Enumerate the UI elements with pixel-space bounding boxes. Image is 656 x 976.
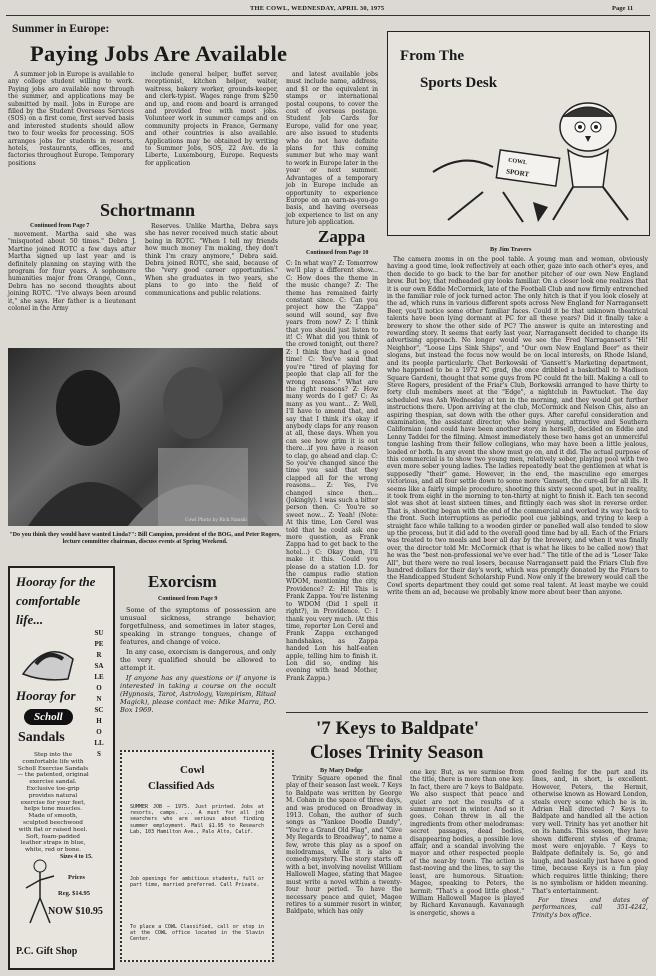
baldpate-col-3 bbox=[532, 769, 648, 970]
classified-ad-2: Job openings for ambitious students, full or part time, married preferred. Call Private. bbox=[130, 876, 264, 889]
classified-ad-3: To place a COWL Classified, call or stop in at the COWL office located in the Slavin Center. bbox=[130, 924, 264, 943]
scholl-head-2: comfortable bbox=[16, 593, 81, 608]
summer-kicker: Summer in Europe: bbox=[12, 23, 110, 35]
scholl-prices-label: Prices bbox=[68, 874, 85, 881]
scholl-now-price: NOW $10.95 bbox=[48, 906, 103, 917]
schortmann-col-1 bbox=[8, 231, 136, 347]
summer-col-2 bbox=[145, 71, 278, 199]
page-number: Page 11 bbox=[612, 5, 634, 12]
classified-ad-1: SUMMER JOB — 1975. Just printed. Jobs at resorts, camps. ... A must for all job searchers who are serious about finding summer employment. Mail $1.95 to Research Lab, 103 Hamilton Ave., Palo Alto, Calif. bbox=[130, 804, 264, 835]
schortmann-headline: Schortmann bbox=[100, 200, 196, 220]
masthead-title: THE COWL, WEDNESDAY, APRIL 30, 1975 bbox=[250, 5, 385, 12]
baldpate-byline: By Mary Dodge bbox=[320, 767, 363, 774]
scholl-head-3: life... bbox=[16, 612, 44, 627]
baldpate-headline-1: '7 Keys to Baldpate' bbox=[316, 718, 480, 739]
schortmann-text-2: Reserves. Unlike Martha, Debra says she has never received much static about being in ROTC. "When I tell my friends how much money I'm making, they don't think I'm crazy anymore," Debra said. Debra joined ROTC, she said, because of the "very good career opportunities." When she graduates in two years, she plans to go into the field of communications and public relations. bbox=[145, 223, 278, 297]
photo-caption: "Do you think they would have wanted Linda?": Bill Campion, president of the BOG, and Peter Rogers, lecture committee chairman, discuss events at Spring Weekend. bbox=[9, 532, 281, 546]
classified-title-2: Classified Ads bbox=[148, 780, 215, 792]
summer-text-3: and latest available jobs must include name, address, and $1 or the equivalent in stamps or international postal coupons, to cover the cost of overseas postage. Student Job Cards for Europe, valid for one year, are also issued to students who do not have definite plans for this coming summer but who may want to work in Europe later in the year or next summer. Advantages of a temporary job in Europe include an opportunity to experience Europe on an earn-as-you-go basis, and having overseas job experience to list on any future job application. bbox=[286, 71, 378, 227]
baldpate-text-3: good feeling for the part and its lines, and, in short, is excellent. However, Peters, the Hermit, otherwise known as Howard London, steals every scene which he is in. Adrian Hall directed 7 Keys to Baldpate and handled all the action very well. Trinity has yet another hit on its hands. This season, they have shown different styles of drama; most were enjoyable. 7 Keys to Baldpate definitely is. So, go and laugh, and basically just have a good time, because Keys is a fun play which requires little thinking; there is no symbolism or hidden meaning. That's entertainment. bbox=[532, 769, 648, 895]
sports-body bbox=[387, 256, 648, 706]
summer-text-2: include general helper, buffet server, receptionist, kitchen helper, waiter, waitress, bakery worker, grounds-keeper, and clerk-typist. Wages range from $250 and up, and room and board is arranged and provided free with most jobs. Volunteer work in summer camps and on community projects in France, Germany and other countries is also available. Applications may be obtained by writing to Summer Jobs, SOS, 22 Ave. de la Liberte, Luxembourg, Europe. Requests for application bbox=[145, 71, 278, 167]
sports-desk-box bbox=[387, 31, 650, 236]
baldpate-rule bbox=[286, 712, 648, 713]
sports-title-1: From The bbox=[400, 48, 465, 64]
schortmann-continued: Continued from Page 7 bbox=[30, 223, 90, 229]
scholl-head-1: Hooray for the bbox=[16, 574, 96, 589]
sports-sign-1: COWL bbox=[507, 157, 528, 167]
scholl-reg-price: Reg. $14.95 bbox=[58, 890, 90, 897]
schortmann-col-2 bbox=[145, 223, 278, 347]
exorcism-text-1: Some of the symptoms of possession are unusual sickness, strange behavior, forgetfulness, and sometimes in later stages, speaking in strange tongues, change of features, and change of voice. bbox=[120, 606, 276, 646]
people-silhouette-icon bbox=[8, 348, 283, 526]
scholl-sizes: Sizes 4 to 15. bbox=[60, 854, 93, 860]
scholl-vertical-banner: SUPER SALE ON SCHOLLS bbox=[94, 629, 104, 758]
scholl-brand: Scholl bbox=[24, 709, 73, 725]
baldpate-note: For times and dates of performances, call 351-4242, Trinity's box office. bbox=[532, 896, 648, 919]
scholl-sandals: Sandals bbox=[18, 730, 65, 745]
sports-sign-2: SPORT bbox=[505, 167, 530, 179]
zappa-headline: Zappa bbox=[318, 227, 366, 246]
owl-cartoon-icon bbox=[423, 92, 643, 232]
zappa-text: C: In what way? Z: Tomorrow we'll play a different show... C: How does the theme in the music change? Z: The theme has remained fairly constant since. C: Can you project how the "Zappa" sound will sound, say five years from now? Z: I think that you should just listen to it! C: What did you think of the crowd tonight, out there? Z: I think they had a good time! C: You've said that you're "tired of playing for people that clap all for the wrong reasons." What are the right reasons? Z: How many words do I get? C: As many as you want... Z: Well, I'll have to amend that, and say that I think it's okay if anybody claps for any reason at all, these days. When you can see how grim it is out there...if you have a reason to clap, go ahead and clap. C: So you've changed since the time you said that they clapped all for the wrong reasons... Z: Yes, I've changed since then... (Jokingly). I was such a bitter person then. C: You're so sweet now... Z: Yeah! (Note: At this time, Lon Cerel was told that he could ask one more question, as Frank Zappa had to get back to the hotel...) C: Okay then, I'll make it this. Could you please do a station I.D. for the campus radio station WDOM, mentioning the city, Providence? Z: Hi! This is Frank Zappa. You're listening to WDOM (Did I spell it right?), in Providence. C: I thank you very much. (At this time, reporter Lon Cerel and Frank Zappa exchanged handshakes, as Zappa handed Lon his half-eaten apple, telling him to finish it. Lon did so, ending his evening with head Mother, Frank Zappa.) bbox=[286, 260, 378, 682]
spring-weekend-photo bbox=[8, 348, 283, 526]
masthead-rule bbox=[6, 15, 650, 16]
baldpate-text-2: one key. But, as we surmise from the title, there is more than one key. In fact, there are 7 keys to Baldpate. We also suspect that peace and quiet are not the results of a summer resort in winter. And so it goes. Cohan threw in all the ingredients from other melodramas: secret passages, dead bodies, disappearing bodies, a possible love affair, and a scandal involving the mayor and other respected people of the near-by town. The action is fast-moving and the lines, to say the least, are humorous. Situation: Magee, speaking to Peters, the hermit: "That's a good little ghost." William Hallowell Magee is played by Richard Kavanaugh. Kavanaugh is energetic, shows a bbox=[410, 769, 524, 917]
baldpate-text-1: Trinity Square opened the final play of their season last week. 7 Keys to Baldpate was written by George M. Cohan in the space of three days, and was produced on Broadway in 1913. Cohan, the author of such songs as "Yankee Doodle Dandy", "You're a Grand Old Flag", and "Give My Regards to Broadway", to name a few, wrote this play as a spoof on melodramas, while it is also a comedy-mystery. The story starts off with a bet, involving novelist William Hallowell Magee, stating that Magee must write a novel within a twenty-four hour period. To have the necessary peace and quiet, Magee retires to a summer resort in winter, Baldpate, which has only bbox=[286, 775, 402, 916]
sports-byline: By Jim Travers bbox=[490, 246, 532, 253]
exorcism-continued: Continued from Page 9 bbox=[158, 596, 218, 602]
summer-col-3 bbox=[286, 71, 378, 227]
scholl-body: Step into the comfortable life with Scholl Exercise Sandals — the patented, original exercise sandal. Exclusive toe-grip provides natural exercise for your feet, helps tone muscles. Made of smooth, sculpted beechwood with flat or raised heel. Soft, foam-padded leather straps in blue, white, red or bone. bbox=[17, 752, 89, 854]
scholl-shop: P.C. Gift Shop bbox=[16, 946, 78, 957]
classified-box bbox=[120, 750, 274, 962]
sandal-icon bbox=[18, 634, 78, 684]
exorcism-note: If anyone has any questions or if anyone is interested in taking a course on the occult (Hypnosis, Tarot, Astrology, Vampirism, Ritual Magick), please contact me: Mike Marra, P.O. Box 1969. bbox=[120, 674, 276, 714]
photo-credit: Cowl Photo by Rick Nanski bbox=[185, 518, 247, 523]
baldpate-headline-2: Closes Trinity Season bbox=[310, 742, 484, 763]
zappa-continued: Continued from Page 10 bbox=[306, 250, 369, 256]
summer-col-1 bbox=[8, 71, 134, 199]
scholl-head-4: Hooray for bbox=[16, 688, 76, 703]
sports-text: The camera zooms in on the pool table. A young man and woman, obviously having a good time, look reflectively at each other, gaze into each other's eyes, and then decide to go back to the bar for another pitcher of our own New England brew. But boy, that redheaded guy looks familiar. On a closer look one realizes that it is our own Eddie McCormick, late of the Football Club and now firmly entrenched in the familiar role of jock turned actor. The only hitch is that if you look closely at the ad, which runs in various different spots across New England for Narragansett Beer, you'll notice some other familiar faces. Could it be that unknown theatrical talents have been lying dormant at PC for all these years? Did it finally take a brewery to show the other side of PC? The answer is quite an interesting and rewarding story. It seems that early last year, Narragansett decided to change its advertising approach. No longer would we see the Fred Narragansett's "Hi! Neighbor", "Loose Lips Sink Ships", and "Our own New England Beer" as their slogans, but instead the focus now would be on local interests, on Rhode Island, and its people particularly. Chet Borkowski of 'Gansett's Marketing department, who happened to be a 1972 PC grad, (he once dribbled a basketball to Madison Square Garden), thought that some guys from PC could fit the bill. Making a call to Steve Rogers, president of the Friar's Club, Borkowski arranged to have thirty to forty club members meet at the "Edge", a nightclub in Pawtucket. The day scheduled was Ash Wednesday at ten in the morning, and they would get further instructions there. Upon arriving at the club, McCormick and Nelson Chis, also an aspiring thespian, sat down with the other guys. After careful consideration and examination, the assistant director, who being young, attractive and Southern Californian (and could have been another story in herself), decided on Eddie and Lenny Taddei for the filming. Almost immediately these two hams got an unmerciful tongue lashing from their fellow collegians, who may have been a little jealous, loaded or both. In any event the show must go on, and it did. The actual purpose of this commercial is to show two young men, relatively sober, playing pool with two even more sober young ladies. The ladies repeatedly beat the gentlemen at what is supposedly "their" game. However, in the end, the masculine ego emerges victorious, and all four settle down to some more 'Gansett, the cure-all for all ills. It seems like a fairly simple procedure, shooting this sixty second spot, but in reality, it took from eight in the morning to ten-thirty at night to finish it. Each ten second slot was shot at least sixteen times, and fittingly each was shot in reverse order. That is, shooting began with the end of the commercial and worked its way back to the front. Such interruptions as periodic pool cue jabbings, and trying to keep a straight face while talking to a wooden girder or panelled wall also tended to slow up the process, but it did add to the overall good time had by all. Each of the Friars was treated to two meals and beer all day by the brewery, and when it was finally over, the director told Mr. McCormick (that is what he likes to be called now) that he was the "best non-professional we've ever had." The title of the ad is "Loser Take All", but there were no real losers, because Narragansett paid the Friars Club five hundred dollars for their day's work, which was promptly donated by the Friars to the Handicapped Student Scholarship Fund. Now only if the brewery would call the Cowl sports department they could get some real talent. At least maybe we could write them an ad, because we probably know more about beer than anyone. bbox=[387, 256, 648, 597]
classified-title-1: Cowl bbox=[180, 764, 205, 776]
scholl-ad bbox=[8, 566, 115, 970]
summer-headline: Paying Jobs Are Available bbox=[30, 41, 288, 66]
exorcism-body bbox=[120, 606, 276, 714]
schortmann-text-1: movement. Martha said she was "misquoted about 50 times." Debra J. Martine joined ROTC a few days after Martha signed up last year and is definitely planning on staying with the program for four years. A sophomore humanities major from Orange, Conn., Debra has no second thoughts about joining ROTC. "I've always been around it," she says. Her father is a lieutenant colonel in the Army bbox=[8, 231, 136, 313]
baldpate-col-1 bbox=[286, 775, 402, 970]
exorcism-headline: Exorcism bbox=[148, 572, 217, 591]
exorcism-text-2: In any case, exorcism is dangerous, and only the very qualified should be allowed to attempt it. bbox=[120, 648, 276, 672]
zappa-body bbox=[286, 260, 378, 710]
baldpate-col-2 bbox=[410, 769, 524, 970]
summer-text-1: A summer job in Europe is available to any college student willing to work. Paying jobs are available now through the summer, and applications may be submitted by mail. Jobs in Europe are filled by the Student Overseas Services (SOS) on a first come, first served basis and interested students should allow two to four weeks for processing. SOS arranges jobs for students in resorts, hotels, restaurants, offices, and factories throughout Europe. Temporary positions bbox=[8, 71, 134, 167]
sports-title-2: Sports Desk bbox=[420, 75, 498, 91]
skater-figure-icon bbox=[20, 858, 60, 928]
